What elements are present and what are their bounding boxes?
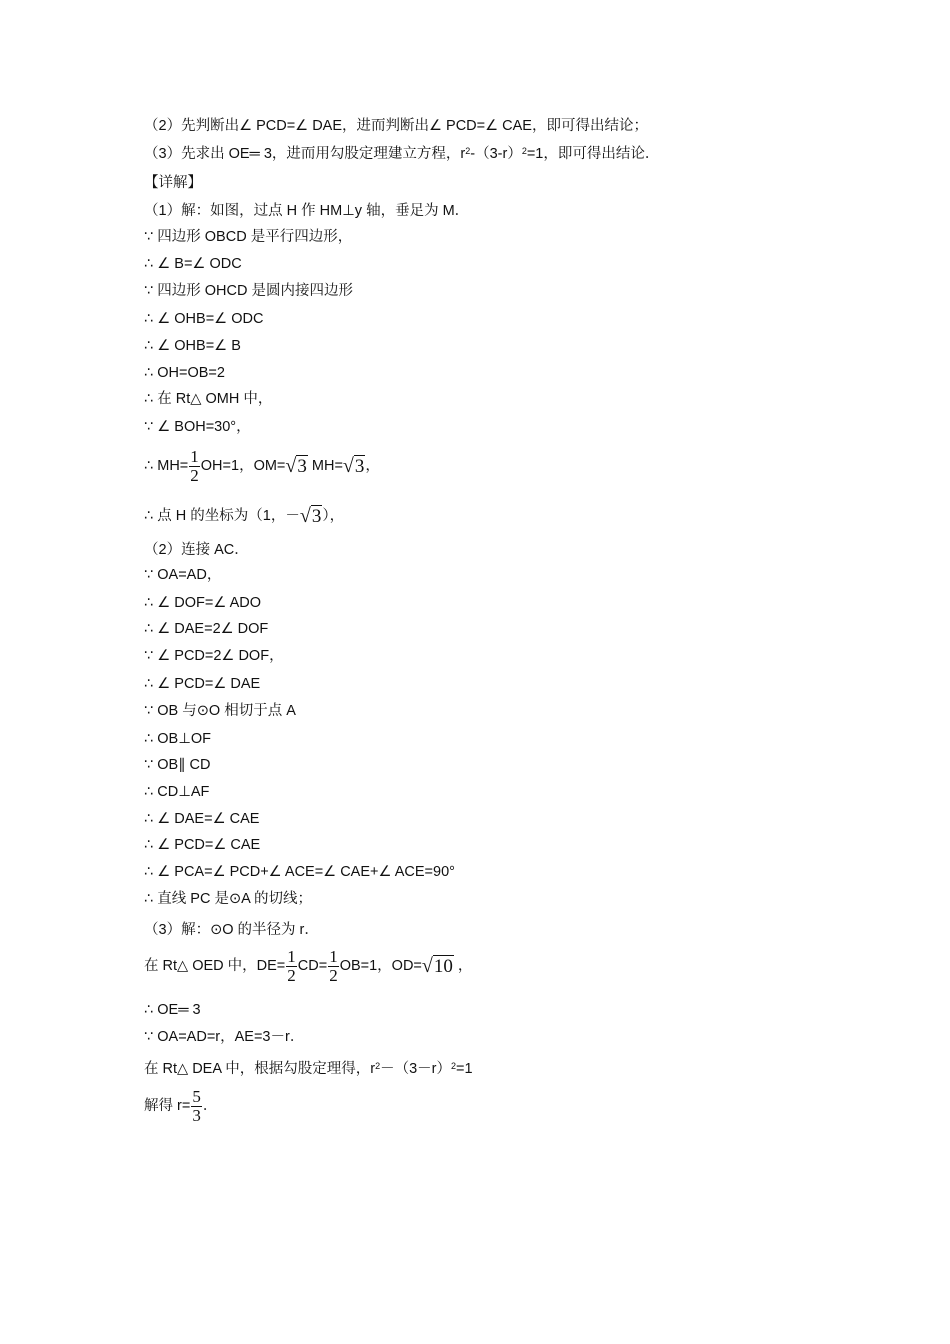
- radicand: 10: [433, 955, 453, 977]
- sqrt-expression: [300, 504, 322, 529]
- text-span: ∴ ∠ OHB=∠ ODC: [144, 311, 264, 327]
- text-span: ∴ OH=OB=2: [144, 365, 225, 381]
- math-line: [144, 1088, 217, 1125]
- superscript: 2: [521, 146, 527, 156]
- text-span: （3）解：⊙O 的半径为 r．: [144, 922, 319, 938]
- text-span: ∴ ∠ DAE=∠ CAE: [144, 811, 260, 827]
- fraction-numerator: 5: [192, 1087, 201, 1106]
- text-line: [144, 892, 312, 907]
- text-span: 在 Rt△ DEA 中，根据勾股定理得，r: [144, 1061, 376, 1077]
- text-span: ∴ ∠ PCD=∠ DAE: [144, 676, 261, 692]
- text-span: 【详解】: [144, 175, 202, 191]
- text-line: [144, 257, 242, 272]
- text-line: [144, 704, 296, 719]
- text-line: [144, 543, 249, 558]
- text-span: 解得 r=: [144, 1098, 191, 1115]
- text-line: [144, 119, 648, 134]
- text-span: ∵ 四边形 OBCD 是平行四边形，: [144, 229, 353, 245]
- fraction: [189, 448, 200, 485]
- text-span: MH=: [307, 458, 343, 475]
- text-span: ∵ ∠ PCD=2∠ DOF，: [144, 648, 284, 664]
- radical-sign: √: [342, 454, 354, 477]
- text-span: （2）连接 AC．: [144, 542, 249, 558]
- radicand: 3: [297, 455, 307, 477]
- radicand: 3: [354, 455, 365, 477]
- text-span: ∴ OB⊥OF: [144, 731, 211, 747]
- sqrt-expression: [343, 454, 365, 479]
- text-span: =1: [456, 1061, 473, 1077]
- text-span: ∴ ∠ DOF=∠ ADO: [144, 595, 262, 611]
- text-span: ．: [202, 1098, 218, 1115]
- text-span: ∴ ∠ PCA=∠ PCD+∠ ACE=∠ CAE+∠ ACE=90°: [144, 864, 455, 880]
- text-line: [144, 339, 241, 354]
- text-line: [144, 204, 469, 219]
- text-line: [144, 366, 225, 381]
- sqrt-expression: [285, 454, 307, 479]
- text-span: ∴ 在 Rt△ OMH 中，: [144, 391, 273, 407]
- text-span: ∴ CD⊥AF: [144, 784, 210, 800]
- text-span: ∴ 点 H 的坐标为（1，－: [144, 508, 300, 525]
- text-line: [144, 677, 260, 692]
- text-span: ∴ 直线 PC 是⊙A 的切线；: [144, 891, 313, 907]
- text-span: ∴ OE═ 3: [144, 1002, 201, 1018]
- fraction: [191, 1088, 202, 1125]
- text-span: OB=1，OD=: [339, 958, 422, 975]
- text-line: [144, 785, 209, 800]
- text-span: －（3－r）: [380, 1061, 452, 1077]
- superscript: 2: [375, 1061, 381, 1071]
- text-line: [144, 392, 272, 407]
- sqrt-expression: [422, 954, 454, 979]
- fraction: [328, 948, 339, 985]
- text-line: [144, 1062, 473, 1077]
- text-line: [144, 838, 260, 853]
- superscript: 2: [465, 146, 471, 156]
- text-span: ∵ OB 与⊙O 相切于点 A: [144, 703, 296, 719]
- text-span: ∴ ∠ B=∠ ODC: [144, 256, 242, 272]
- fraction-denominator: 2: [287, 965, 296, 985]
- fraction-denominator: 3: [192, 1105, 201, 1125]
- radical-sign: √: [421, 954, 433, 977]
- text-line: [144, 1003, 201, 1018]
- section-heading: [144, 176, 202, 191]
- text-line: [144, 758, 210, 773]
- math-line: [144, 948, 472, 985]
- superscript: 2: [451, 1061, 457, 1071]
- fraction-numerator: 1: [329, 947, 338, 966]
- text-span: CD=: [297, 958, 328, 975]
- text-line: [144, 812, 259, 827]
- text-line: [144, 147, 659, 162]
- text-line: [144, 622, 268, 637]
- text-span: ∵ OA=AD，: [144, 567, 222, 583]
- fraction-denominator: 2: [329, 965, 338, 985]
- text-span: ∴ ∠ DAE=2∠ DOF: [144, 621, 269, 637]
- radical-sign: √: [299, 505, 311, 527]
- fraction: [286, 948, 297, 985]
- text-span: OH=1，OM=: [200, 458, 286, 475]
- text-line: [144, 865, 455, 880]
- text-span: ∴ MH=: [144, 458, 189, 475]
- text-line: [144, 923, 319, 938]
- fraction-numerator: 1: [190, 447, 199, 466]
- text-span: （1）解：如图，过点 H 作 HM⊥y 轴，垂足为 M．: [144, 203, 470, 219]
- text-line: [144, 1030, 304, 1045]
- text-span: ∵ 四边形 OHCD 是圆内接四边形: [144, 283, 354, 299]
- text-span: ∵ OB∥ CD: [144, 757, 211, 773]
- fraction-denominator: 2: [190, 465, 199, 485]
- text-span: （3）先求出 OE═ 3，进而用勾股定理建立方程，r: [144, 146, 466, 162]
- text-span: ），: [322, 508, 345, 525]
- text-span: （2）先判断出∠ PCD=∠ DAE，进而判断出∠ PCD=∠ CAE，即可得出结论；: [144, 118, 648, 134]
- text-line: [144, 568, 221, 583]
- text-line: [144, 284, 353, 299]
- math-line: [144, 448, 380, 485]
- text-span: 在 Rt△ OED 中，DE=: [144, 958, 286, 975]
- text-span: ∵ ∠ BOH=30°，: [144, 419, 251, 435]
- text-line: [144, 649, 284, 664]
- math-line: [144, 504, 344, 529]
- text-span: ，: [365, 458, 380, 475]
- text-line: [144, 732, 211, 747]
- text-span: =1，即可得出结论．: [526, 146, 660, 162]
- text-span: -（3-r）: [470, 146, 522, 162]
- text-line: [144, 596, 261, 611]
- fraction-numerator: 1: [287, 947, 296, 966]
- text-span: ∴ ∠ OHB=∠ B: [144, 338, 241, 354]
- text-span: ，: [453, 958, 473, 975]
- text-line: [144, 230, 352, 245]
- text-line: [144, 312, 263, 327]
- radical-sign: √: [285, 454, 297, 477]
- text-line: [144, 420, 251, 435]
- text-span: ∵ OA=AD=r，AE=3－r．: [144, 1029, 305, 1045]
- text-span: ∴ ∠ PCD=∠ CAE: [144, 837, 261, 853]
- radicand: 3: [311, 506, 322, 527]
